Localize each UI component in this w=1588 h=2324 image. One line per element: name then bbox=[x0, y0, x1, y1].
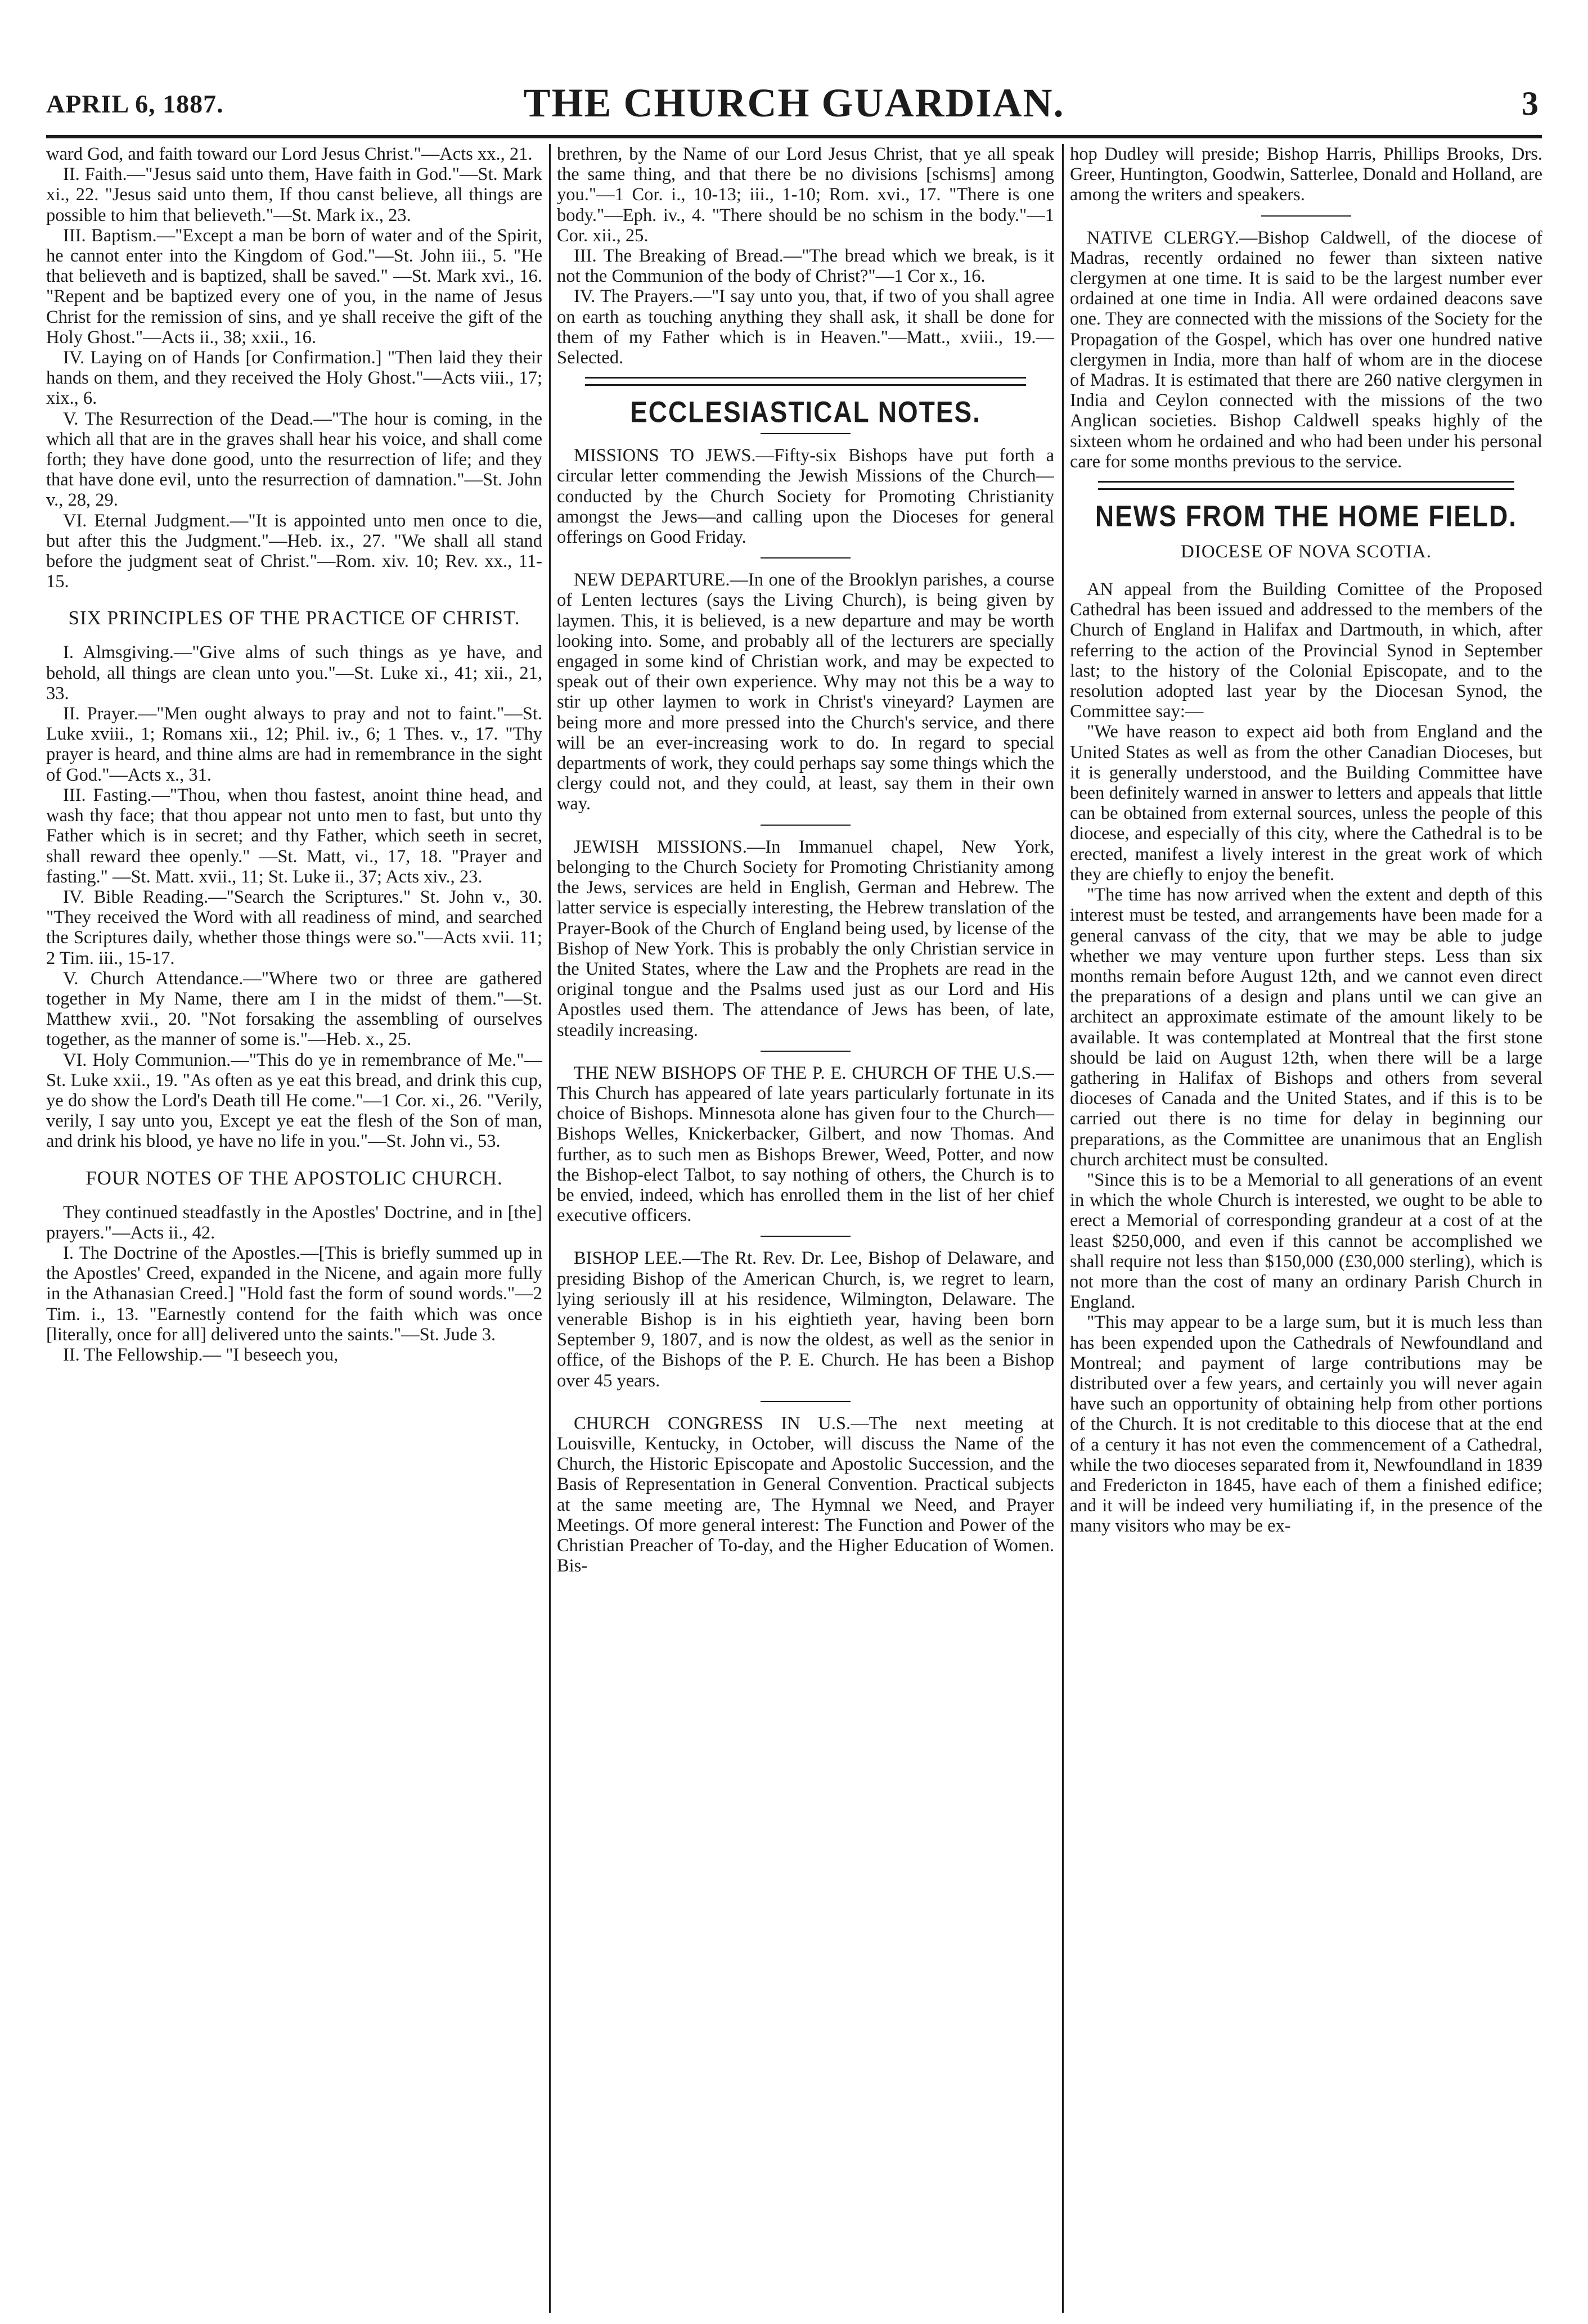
header-rule bbox=[46, 135, 1542, 138]
double-rule bbox=[585, 377, 1026, 386]
paragraph: hop Dudley will preside; Bishop Harris, Phillips Brooks, Drs. Greer, Huntington, Goodwin, Satterlee, Donald and Holland, are among the writers and speakers. bbox=[1070, 144, 1542, 205]
column-3 bbox=[1070, 144, 1542, 2313]
paragraph: CHURCH CONGRESS IN U.S.—The next meeting at Louisville, Kentucky, in October, will discuss the Name of the Church, the Historic Episcopate and Apostolic Succession, and the Basis of Representation in General Convention. Practical subjects at the same meeting are, The Hymnal we Need, and Prayer Meetings. Of more general interest: The Function and Power of the Christian Preacher of To-day, and the Higher Education of Women. Bis- bbox=[557, 1413, 1054, 1577]
paragraph: ward God, and faith toward our Lord Jesus Christ."—Acts xx., 21. bbox=[46, 144, 533, 164]
column-1 bbox=[46, 144, 542, 2313]
paragraph: II. Faith.—"Jesus said unto them, Have faith in God."—St. Mark xi., 22. "Jesus said unto them, If thou canst believe, all things are possible to him that believeth."—St. Mark ix., 23. bbox=[46, 164, 542, 226]
paragraph: BISHOP LEE.—The Rt. Rev. Dr. Lee, Bishop of Delaware, and presiding Bishop of the American Church, is, we regret to learn, lying seriously ill at his residence, Wilmington, Delaware. The venerable Bishop is in his eightieth year, having been born September 9, 1807, and is now the oldest, as well as the senior in office, of the Bishops of the P. E. Church. He has been a Bishop over 45 years. bbox=[557, 1248, 1054, 1391]
paragraph: VI. Eternal Judgment.—"It is appointed unto men once to die, but after this the Judgment."—Heb. ix., 27. "We shall all stand before the judgment seat of Christ."—Rom. xiv. 10; Rev. xx., 11-15. bbox=[46, 510, 542, 592]
paragraph: NATIVE CLERGY.—Bishop Caldwell, of the diocese of Madras, recently ordained no fewer than sixteen native clergymen at one time. It is said to be the largest number ever ordained at one time in India. All were ordained deacons save one. They are connected with the missions of the Society for the Propagation of the Gospel, which has over one hundred native clergymen in India, more than half of whom are in the diocese of Madras. It is estimated that there are 260 native clergymen in India and Ceylon connected with the missions of the two Anglican societies. Bishop Caldwell speaks highly of the sixteen whom he ordained and who had been under his personal care for some months previous to the service. bbox=[1070, 227, 1542, 472]
subheading: DIOCESE OF NOVA SCOTIA. bbox=[1181, 542, 1432, 562]
paragraph: IV. Bible Reading.—"Search the Scriptures." St. John v., 30. "They received the Word with all readiness of mind, and searched the Scriptures daily, whether those things were so."—Acts xvii. 11; 2 Tim. iii., 15-17. bbox=[46, 886, 542, 969]
separator bbox=[761, 1051, 851, 1052]
section-heading: FOUR NOTES OF THE APOSTOLIC CHURCH. bbox=[86, 1166, 503, 1189]
separator bbox=[1261, 215, 1351, 217]
section-heading: NEWS FROM THE HOME FIELD. bbox=[1095, 499, 1518, 533]
issue-date: APRIL 6, 1887. bbox=[46, 89, 224, 118]
paragraph: JEWISH MISSIONS.—In Immanuel chapel, New York, belonging to the Church Society for Promoting Christianity among the Jews, services are held in English, German and Hebrew. The latter service is especially interesting, the Hebrew translation of the Prayer-Book of the Church of England being used, by license of the Bishop of New York. This is probably the only Christian service in the United States, where the Law and the Prophets are read in the original tongue and the Psalms used just as our Lord and His Apostles used them. The attendance of Jews has been, of late, steadily increasing. bbox=[557, 836, 1054, 1041]
paragraph: brethren, by the Name of our Lord Jesus Christ, that ye all speak the same thing, and that there be no divisions [schisms] among you."—1 Cor. i., 10-13; iii., 1-10; Rom. xvi., 17. "There is one body."—Eph. iv., 4. "There should be no schism in the body."—1 Cor. xii., 25. bbox=[557, 144, 1054, 246]
paragraph: I. Almsgiving.—"Give alms of such things as ye have, and behold, all things are clean unto you."—St. Luke xi., 41; xii., 21, 33. bbox=[46, 642, 542, 704]
paragraph: "We have reason to expect aid both from England and the United States as well as from the other Canadian Dioceses, but it is generally understood, and the Building Committee have been definitely warned in answer to letters and appeals that little can be obtained from external sources, unless the people of this diocese, and especially of this city, where the Cathedral is to be erected, manifest a lively interest in the great work of which they are chiefly to enjoy the benefit. bbox=[1070, 722, 1542, 885]
paragraph: They continued steadfastly in the Apostles' Doctrine, and in [the] prayers."—Acts ii., 42. bbox=[46, 1202, 542, 1243]
paragraph: "The time has now arrived when the extent and depth of this interest must be tested, and arrangements have been made for a general canvass of the city, that we may be able to judge whether we may venture upon further steps. Less than six months remain before August 12th, and we cannot even direct the preparations of a design and plans until we can give an architect an approximate estimate of the amount likely to be available. It was contemplated at Montreal that the first stone should be laid on August 12th, when there will be a large gathering in Halifax of Bishops and others from several dioceses of Canada and the United States, and if this is to be carried out there is no time for delay in beginning our preparations, as the Committee are unanimous that an English church architect must be consulted. bbox=[1070, 885, 1542, 1170]
paragraph: II. Prayer.—"Men ought always to pray and not to faint."—St. Luke xviii., 1; Romans xii., 12; Phil. iv., 6; 1 Thes. v., 17. "Thy prayer is heard, and thine alms are had in remembrance in the sight of God."—Acts x., 31. bbox=[46, 704, 542, 785]
paragraph: IV. The Prayers.—"I say unto you, that, if two of you shall agree on earth as touching anything they shall ask, it shall be done for them of my Father which is in Heaven."—Matt., xviii., 19.—Selected. bbox=[557, 286, 1054, 368]
paragraph: IV. Laying on of Hands [or Confirmation.] "Then laid they their hands on them, and they received the Holy Ghost."—Acts viii., 17; xix., 6. bbox=[46, 348, 542, 409]
separator bbox=[761, 433, 851, 434]
column-divider bbox=[1062, 144, 1064, 2313]
page-number: 3 bbox=[1522, 85, 1538, 122]
paragraph: V. The Resurrection of the Dead.—"The hour is coming, in the which all that are in the graves shall hear his voice, and shall come forth; they have done good, unto the resurrection of life; and they that have done evil, unto the resurrection of damnation."—St. John v., 28, 29. bbox=[46, 408, 542, 511]
double-rule bbox=[1098, 481, 1514, 490]
masthead bbox=[46, 4, 1542, 139]
column-divider bbox=[549, 144, 551, 2313]
paragraph: VI. Holy Communion.—"This do ye in remembrance of Me."—St. Luke xxii., 19. "As often as ye eat this bread, and drink this cup, ye do show the Lord's Death till He come."—1 Cor. xi., 26. "Verily, verily, I say unto you, Except ye eat the flesh of the Son of man, and drink his blood, ye have no life in you."—St. John vi., 53. bbox=[46, 1050, 542, 1152]
section-heading: ECCLESIASTICAL NOTES. bbox=[630, 395, 981, 429]
paragraph: THE NEW BISHOPS OF THE P. E. CHURCH OF THE U.S.—This Church has appeared of late years particularly fortunate in its choice of Bishops. Minnesota alone has given four to the Church—Bishops Welles, Knickerbacker, Gilbert, and now Thomas. And further, as to such men as Bishops Brewer, Weed, Potter, and now the Bishop-elect Talbot, to say nothing of others, the Church is to be envied, indeed, which has enrolled them in the list of her chief executive officers. bbox=[557, 1062, 1054, 1226]
paragraph: III. Baptism.—"Except a man be born of water and of the Spirit, he cannot enter into the Kingdom of God."—St. John iii., 5. "He that believeth and is baptized, shall be saved." —St. Mark xvi., 16. "Repent and be baptized every one of you, in the name of Jesus Christ for the remission of sins, and ye shall receive the gift of the Holy Ghost."—Acts ii., 38; xxii., 16. bbox=[46, 225, 542, 348]
separator bbox=[761, 825, 851, 826]
paragraph: NEW DEPARTURE.—In one of the Brooklyn parishes, a course of Lenten lectures (says the Living Church), is being given by laymen. This, it is believed, is a new departure and may be worth looking into. Some, and probably all of the lecturers are specially engaged in some kind of Christian work, and may be expected to speak out of their own experience. Why may not this be a way to stir up other laymen to work in Christ's vineyard? Laymen are being more and more pressed into the Church's service, and there will be an ever-increasing work to do. In regard to special departments of work, they could perhaps say some things which the clergy could not, and they could, at least, say them in their own way. bbox=[557, 570, 1054, 814]
column-2 bbox=[557, 144, 1054, 2313]
separator bbox=[761, 557, 851, 559]
paragraph: III. The Breaking of Bread.—"The bread which we break, is it not the Communion of the body of Christ?"—1 Cor x., 16. bbox=[557, 246, 1054, 287]
paragraph: I. The Doctrine of the Apostles.—[This is briefly summed up in the Apostles' Creed, expanded in the Nicene, and again more fully in the Athanasian Creed.] "Hold fast the form of sound words."—2 Tim. i., 13. "Earnestly contend for the faith which was once [literally, once for all] delivered unto the saints."—St. Jude 3. bbox=[46, 1242, 542, 1345]
paragraph: AN appeal from the Building Comittee of the Proposed Cathedral has been issued and addressed to the members of the Church of England in Halifax and Dartmouth, in which, after referring to the action of the Provincial Synod in September last; to the history of the Colonial Episcopate, and to the resolution adopted last year by the Diocesan Synod, the Committee say:— bbox=[1070, 579, 1542, 722]
separator bbox=[761, 1236, 851, 1237]
columns bbox=[46, 144, 1542, 2313]
paragraph: V. Church Attendance.—"Where two or three are gathered together in My Name, there am I in the midst of them."—St. Matthew xvii., 20. "Not forsaking the assembling of ourselves together, as the manner of some is."—Heb. x., 25. bbox=[46, 968, 542, 1050]
paragraph: "This may appear to be a large sum, but it is much less than has been expended upon the Cathedrals of Newfoundland and Montreal; and payment of large contributions may be distributed over a few years, and certainly you will never again have such an opportunity of obtaining help from other portions of the Church. It is not creditable to this diocese that at the end of a century it has not even the commencement of a Cathedral, while the two dioceses separated from it, Newfoundland in 1839 and Fredericton in 1845, have each of them a finished edifice; and it will be indeed very humiliating if, in the presence of the many visitors who may be ex- bbox=[1070, 1312, 1542, 1537]
paragraph: II. The Fellowship.— "I beseech you, bbox=[63, 1344, 339, 1365]
section-heading: SIX PRINCIPLES OF THE PRACTICE OF CHRIST. bbox=[68, 607, 520, 629]
newspaper-title: THE CHURCH GUARDIAN. bbox=[523, 80, 1065, 125]
paragraph: III. Fasting.—"Thou, when thou fastest, anoint thine head, and wash thy face; that thou appear not unto men to fast, but unto thy Father which is in secret; and thy Father, which seeth in secret, shall reward thee openly." —St. Matt, vi., 17, 18. "Prayer and fasting." —St. Matt. xvii., 11; St. Luke ii., 37; Acts xiv., 23. bbox=[46, 785, 542, 887]
paragraph: MISSIONS TO JEWS.—Fifty-six Bishops have put forth a circular letter commending the Jewish Missions of the Church—conducted by the Church Society for Promoting Christianity amongst the Jews—and calling upon the Dioceses for general offerings on Good Friday. bbox=[557, 445, 1054, 548]
separator bbox=[761, 1401, 851, 1402]
paragraph: "Since this is to be a Memorial to all generations of an event in which the whole Church is interested, we ought to be able to erect a Memorial of corresponding grandeur at a cost of at the least $250,000, and even if this cannot be accomplished we shall require not less than $150,000 (£30,000 sterling), which is not more than the cost of many an ordinary Parish Church in England. bbox=[1070, 1169, 1542, 1313]
